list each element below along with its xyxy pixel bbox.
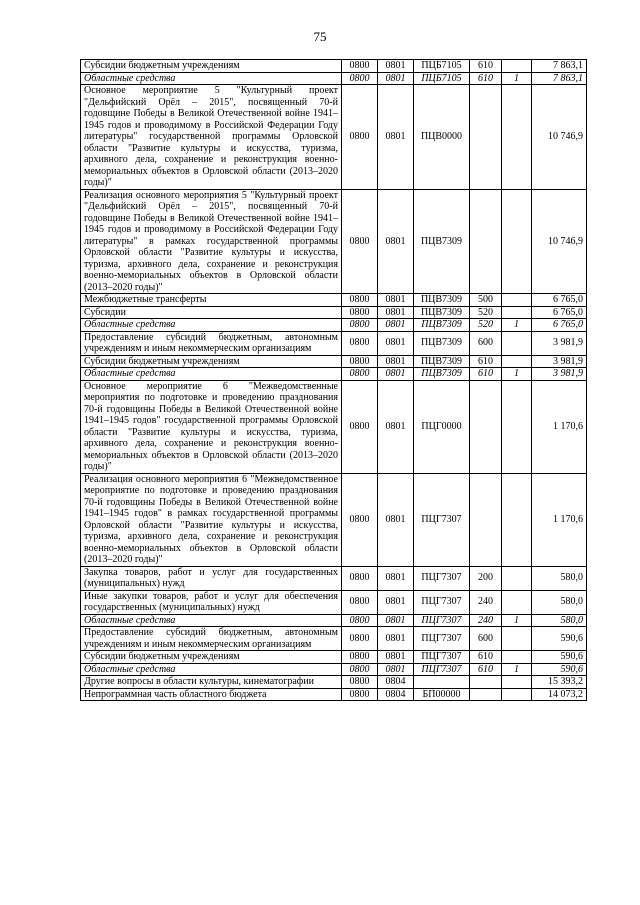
cell-name: Областные средства xyxy=(81,319,342,332)
cell-amount: 590,6 xyxy=(532,663,587,676)
cell-name: Областные средства xyxy=(81,72,342,85)
cell-note: 1 xyxy=(502,663,532,676)
cell-note xyxy=(502,380,532,473)
page-number: 75 xyxy=(313,29,327,44)
cell-section: 0800 xyxy=(342,676,378,689)
cell-name: Областные средства xyxy=(81,368,342,381)
cell-target-article xyxy=(414,676,470,689)
cell-subsection: 0801 xyxy=(378,627,414,651)
cell-expense-type: 600 xyxy=(470,331,502,355)
table-row xyxy=(81,473,587,566)
cell-target-article: БП00000 xyxy=(414,688,470,701)
cell-subsection: 0801 xyxy=(378,331,414,355)
cell-name: Предоставление субсидий бюджетным, автономным учреждениям и иным некоммерческим организациям xyxy=(81,331,342,355)
cell-section: 0800 xyxy=(342,368,378,381)
cell-target-article: ПЦВ0000 xyxy=(414,85,470,190)
table-row xyxy=(81,319,587,332)
table-row xyxy=(81,355,587,368)
cell-section: 0800 xyxy=(342,663,378,676)
cell-name: Иные закупки товаров, работ и услуг для обеспечения государственных (муниципальных) нужд xyxy=(81,590,342,614)
cell-expense-type xyxy=(470,473,502,566)
cell-note xyxy=(502,473,532,566)
cell-name: Основное мероприятие 5 "Культурный проект "Дельфийский Орёл – 2015", посвященный 70-й годовщине Победы в Великой Отечественной войне 1941–1945 годов и проводимому в Российской Федерации Году литературы" государственной программы Орловской области "Развитие культуры и искусства, туризма, архивного дела, сохранение и реконструкция военно-мемориальных объектов в Орловской области (2013–2020 годы)" xyxy=(81,85,342,190)
cell-amount: 3 981,9 xyxy=(532,368,587,381)
cell-section: 0800 xyxy=(342,473,378,566)
table-row xyxy=(81,676,587,689)
cell-section: 0800 xyxy=(342,355,378,368)
cell-note xyxy=(502,688,532,701)
table-row xyxy=(81,60,587,73)
cell-expense-type: 520 xyxy=(470,319,502,332)
cell-note xyxy=(502,331,532,355)
cell-expense-type xyxy=(470,85,502,190)
cell-section: 0800 xyxy=(342,590,378,614)
cell-note: 1 xyxy=(502,368,532,381)
cell-subsection: 0801 xyxy=(378,72,414,85)
budget-table xyxy=(80,59,587,701)
cell-expense-type: 200 xyxy=(470,566,502,590)
table-row xyxy=(81,663,587,676)
cell-name: Непрограммная часть областного бюджета xyxy=(81,688,342,701)
cell-subsection: 0801 xyxy=(378,380,414,473)
cell-expense-type: 610 xyxy=(470,368,502,381)
cell-subsection: 0801 xyxy=(378,85,414,190)
cell-name: Предоставление субсидий бюджетным, автономным учреждениям и иным некоммерческим организациям xyxy=(81,627,342,651)
table-row xyxy=(81,566,587,590)
cell-subsection: 0801 xyxy=(378,60,414,73)
cell-expense-type: 610 xyxy=(470,72,502,85)
cell-note xyxy=(502,651,532,664)
table-row xyxy=(81,294,587,307)
cell-amount: 1 170,6 xyxy=(532,380,587,473)
cell-subsection: 0804 xyxy=(378,676,414,689)
cell-target-article: ПЦВ7309 xyxy=(414,294,470,307)
cell-section: 0800 xyxy=(342,627,378,651)
cell-target-article: ПЦВ7309 xyxy=(414,189,470,294)
cell-note: 1 xyxy=(502,319,532,332)
cell-note xyxy=(502,676,532,689)
cell-note xyxy=(502,189,532,294)
cell-note xyxy=(502,355,532,368)
cell-amount: 7 863,1 xyxy=(532,72,587,85)
cell-amount: 1 170,6 xyxy=(532,473,587,566)
cell-target-article: ПЦГ7307 xyxy=(414,566,470,590)
cell-expense-type: 610 xyxy=(470,60,502,73)
cell-subsection: 0801 xyxy=(378,355,414,368)
cell-expense-type: 610 xyxy=(470,651,502,664)
cell-target-article: ПЦВ7309 xyxy=(414,306,470,319)
cell-note xyxy=(502,590,532,614)
cell-expense-type: 520 xyxy=(470,306,502,319)
cell-name: Реализация основного мероприятия 6 "Межведомственное мероприятие по подготовке и проведению празднования 70-й годовщины Победы в Великой Отечественной войне 1941–1945 годов" в рамках государственной программы Орловской области "Развитие культуры и искусства, туризма, архивного дела, сохранение и реконструкция военно-мемориальных объектов в Орловской области (2013–2020 годы)" xyxy=(81,473,342,566)
cell-subsection: 0801 xyxy=(378,651,414,664)
cell-target-article: ПЦВ7309 xyxy=(414,368,470,381)
cell-target-article: ПЦГ7307 xyxy=(414,614,470,627)
cell-expense-type: 500 xyxy=(470,294,502,307)
cell-expense-type: 240 xyxy=(470,590,502,614)
cell-target-article: ПЦВ7309 xyxy=(414,331,470,355)
cell-section: 0800 xyxy=(342,189,378,294)
cell-amount: 10 746,9 xyxy=(532,85,587,190)
cell-note xyxy=(502,60,532,73)
cell-target-article: ПЦГ0000 xyxy=(414,380,470,473)
table-row xyxy=(81,651,587,664)
cell-amount: 6 765,0 xyxy=(532,319,587,332)
cell-amount: 580,0 xyxy=(532,566,587,590)
table-row xyxy=(81,331,587,355)
cell-amount: 10 746,9 xyxy=(532,189,587,294)
cell-subsection: 0801 xyxy=(378,306,414,319)
cell-name: Другие вопросы в области культуры, кинематографии xyxy=(81,676,342,689)
cell-name: Субсидии бюджетным учреждениям xyxy=(81,651,342,664)
cell-amount: 590,6 xyxy=(532,651,587,664)
table-row xyxy=(81,614,587,627)
cell-amount: 3 981,9 xyxy=(532,331,587,355)
cell-name: Реализация основного мероприятия 5 "Культурный проект "Дельфийский Орёл – 2015", посвященный 70-й годовщине Победы в Великой Отечественной войне 1941–1945 годов и проводимому в Российской Федерации Году литературы" в рамках государственной программы Орловской области "Развитие культуры и искусства, туризма, архивного дела, сохранение и реконструкция военно-мемориальных объектов в Орловской области (2013–2020 годы)" xyxy=(81,189,342,294)
cell-expense-type: 240 xyxy=(470,614,502,627)
cell-subsection: 0801 xyxy=(378,663,414,676)
cell-section: 0800 xyxy=(342,294,378,307)
cell-target-article: ПЦГ7307 xyxy=(414,651,470,664)
cell-section: 0800 xyxy=(342,72,378,85)
cell-note xyxy=(502,306,532,319)
table-row xyxy=(81,189,587,294)
cell-name: Межбюджетные трансферты xyxy=(81,294,342,307)
cell-expense-type xyxy=(470,688,502,701)
cell-amount: 580,0 xyxy=(532,614,587,627)
cell-note xyxy=(502,294,532,307)
cell-section: 0800 xyxy=(342,306,378,319)
cell-name: Субсидии бюджетным учреждениям xyxy=(81,60,342,73)
cell-subsection: 0804 xyxy=(378,688,414,701)
cell-expense-type: 610 xyxy=(470,663,502,676)
cell-target-article: ПЦВ7309 xyxy=(414,355,470,368)
cell-amount: 14 073,2 xyxy=(532,688,587,701)
cell-note: 1 xyxy=(502,614,532,627)
table-row xyxy=(81,688,587,701)
cell-section: 0800 xyxy=(342,60,378,73)
cell-name: Субсидии xyxy=(81,306,342,319)
cell-target-article: ПЦВ7309 xyxy=(414,319,470,332)
table-row xyxy=(81,85,587,190)
cell-target-article: ПЦГ7307 xyxy=(414,473,470,566)
cell-section: 0800 xyxy=(342,85,378,190)
cell-note: 1 xyxy=(502,72,532,85)
cell-subsection: 0801 xyxy=(378,590,414,614)
cell-section: 0800 xyxy=(342,566,378,590)
cell-target-article: ПЦГ7307 xyxy=(414,627,470,651)
cell-subsection: 0801 xyxy=(378,368,414,381)
cell-expense-type: 610 xyxy=(470,355,502,368)
cell-target-article: ПЦГ7307 xyxy=(414,590,470,614)
cell-subsection: 0801 xyxy=(378,473,414,566)
cell-section: 0800 xyxy=(342,614,378,627)
table-row xyxy=(81,380,587,473)
cell-section: 0800 xyxy=(342,319,378,332)
cell-subsection: 0801 xyxy=(378,294,414,307)
cell-section: 0800 xyxy=(342,688,378,701)
table-row xyxy=(81,590,587,614)
cell-expense-type xyxy=(470,380,502,473)
cell-section: 0800 xyxy=(342,651,378,664)
cell-target-article: ПЦБ7105 xyxy=(414,60,470,73)
cell-note xyxy=(502,85,532,190)
cell-amount: 590,6 xyxy=(532,627,587,651)
cell-subsection: 0801 xyxy=(378,614,414,627)
cell-amount: 6 765,0 xyxy=(532,306,587,319)
cell-name: Областные средства xyxy=(81,663,342,676)
cell-note xyxy=(502,566,532,590)
cell-note xyxy=(502,627,532,651)
table-body xyxy=(81,60,587,701)
cell-subsection: 0801 xyxy=(378,566,414,590)
cell-amount: 7 863,1 xyxy=(532,60,587,73)
table-row xyxy=(81,306,587,319)
cell-expense-type xyxy=(470,189,502,294)
cell-subsection: 0801 xyxy=(378,189,414,294)
cell-amount: 580,0 xyxy=(532,590,587,614)
table-row xyxy=(81,72,587,85)
cell-target-article: ПЦБ7105 xyxy=(414,72,470,85)
cell-amount: 6 765,0 xyxy=(532,294,587,307)
cell-name: Закупка товаров, работ и услуг для государственных (муниципальных) нужд xyxy=(81,566,342,590)
cell-section: 0800 xyxy=(342,331,378,355)
table-row xyxy=(81,627,587,651)
cell-target-article: ПЦГ7307 xyxy=(414,663,470,676)
cell-amount: 15 393,2 xyxy=(532,676,587,689)
cell-name: Основное мероприятие 6 "Межведомственные мероприятия по подготовке и проведению празднования 70-й годовщины Победы в Великой Отечественной войне 1941–1945 годов" государственной программы Орловской области "Развитие культуры и искусства, туризма, архивного дела, сохранение и реконструкция военно-мемориальных объектов в Орловской области (2013–2020 годы)" xyxy=(81,380,342,473)
cell-name: Субсидии бюджетным учреждениям xyxy=(81,355,342,368)
cell-subsection: 0801 xyxy=(378,319,414,332)
cell-amount: 3 981,9 xyxy=(532,355,587,368)
cell-name: Областные средства xyxy=(81,614,342,627)
cell-section: 0800 xyxy=(342,380,378,473)
cell-expense-type: 600 xyxy=(470,627,502,651)
cell-expense-type xyxy=(470,676,502,689)
table-row xyxy=(81,368,587,381)
